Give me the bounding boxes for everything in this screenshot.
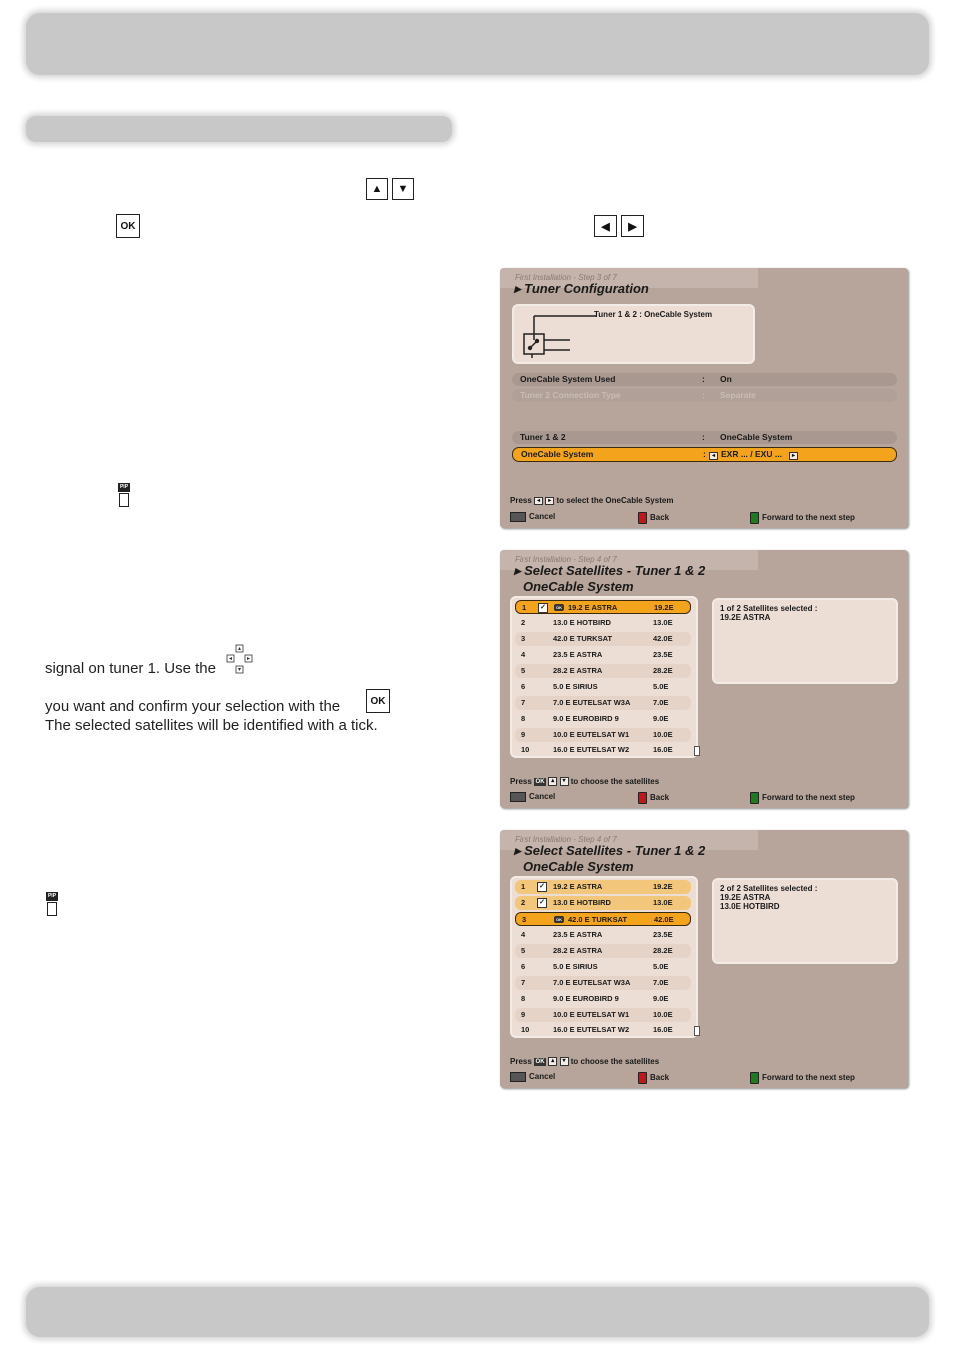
down-arrow-icon: ▾ <box>560 1057 569 1066</box>
satellite-row[interactable]: 3 OK 42.0 E TURKSAT 42.0E <box>515 912 691 926</box>
checkbox-ticked-icon: ✓ <box>538 603 548 613</box>
section-heading-bar <box>26 116 452 142</box>
right-key-icon: ▶ <box>621 215 644 237</box>
screen-title: ▸ Tuner Configuration <box>514 281 649 296</box>
step-label: First Installation - Step 3 of 7 <box>515 273 617 282</box>
footer-bar <box>26 1287 929 1337</box>
pip-key-icon: PIP <box>46 892 58 916</box>
down-key-icon: ▼ <box>392 178 414 200</box>
cancel-hint: Cancel <box>510 1072 555 1082</box>
satellite-row[interactable]: 9 10.0 E EUTELSAT W1 10.0E <box>515 1008 691 1022</box>
pip-key-icon: PIP <box>118 483 130 507</box>
help-text: Press ◂ ▸ to select the OneCable System <box>510 496 674 505</box>
exit-key-icon <box>510 1072 526 1082</box>
satellite-row[interactable]: 1 ✓ 19.2 E ASTRA 19.2E <box>515 880 691 894</box>
satellite-list <box>510 876 698 1038</box>
satellite-row[interactable]: 6 5.0 E SIRIUS 5.0E <box>521 962 669 971</box>
screen-subtitle: OneCable System <box>523 579 634 594</box>
help-text: Press OK ▴ ▾ to choose the satellites <box>510 1057 660 1066</box>
satellite-row[interactable]: 7 7.0 E EUTELSAT W3A 7.0E <box>515 696 691 710</box>
select-satellites-screen-1 <box>500 550 908 808</box>
satellite-row[interactable]: 5 28.2 E ASTRA 28.2E <box>515 664 691 678</box>
selection-info-box: 2 of 2 Satellites selected : 19.2E ASTRA 13.0E HOTBIRD <box>712 878 898 964</box>
satellite-row[interactable]: 4 23.5 E ASTRA 23.5E <box>521 650 673 659</box>
down-arrow-icon: ▾ <box>560 777 569 786</box>
back-hint: Back <box>638 792 669 804</box>
green-key-icon <box>750 512 759 524</box>
satellite-list <box>510 596 698 758</box>
up-arrow-icon: ▴ <box>548 777 557 786</box>
back-hint: Back <box>638 512 669 524</box>
satellite-row[interactable]: 4 23.5 E ASTRA 23.5E <box>521 930 673 939</box>
satellite-row[interactable]: 2 ✓ 13.0 E HOTBIRD 13.0E <box>515 896 691 910</box>
satellite-row[interactable]: 3 42.0 E TURKSAT 42.0E <box>515 632 691 646</box>
setting-row-onecable-used[interactable]: OneCable System Used : On <box>512 373 897 386</box>
forward-hint: Forward to the next step <box>750 1072 855 1084</box>
satellite-row[interactable]: 8 9.0 E EUROBIRD 9 9.0E <box>521 714 669 723</box>
exit-key-icon <box>510 792 526 802</box>
selection-info-box: 1 of 2 Satellites selected : 19.2E ASTRA <box>712 598 898 684</box>
checkbox-ticked-icon: ✓ <box>537 898 547 908</box>
satellite-row[interactable]: 10 16.0 E EUTELSAT W2 16.0E <box>521 745 673 754</box>
up-arrow-icon: ▴ <box>548 1057 557 1066</box>
red-key-icon <box>638 1072 647 1084</box>
scrollbar[interactable] <box>694 1026 700 1036</box>
tuner-diagram <box>512 304 755 364</box>
back-hint: Back <box>638 1072 669 1084</box>
step-label: First Installation - Step 4 of 7 <box>515 835 617 844</box>
left-key-icon: ◀ <box>594 215 617 237</box>
help-text: Press OK ▴ ▾ to choose the satellites <box>510 777 660 786</box>
cancel-hint: Cancel <box>510 792 555 802</box>
setting-row-onecable-system[interactable]: OneCable System : ◂ EXR ... / EXU ... ▸ <box>512 447 897 462</box>
setting-row-tuner-1-2[interactable]: Tuner 1 & 2 : OneCable System <box>512 431 897 444</box>
ok-key-icon: OK <box>116 214 140 238</box>
text-line-2: you want and confirm your selection with the <box>45 698 341 715</box>
green-key-icon <box>750 792 759 804</box>
ok-marker-icon: OK <box>556 917 562 922</box>
left-arrow-icon: ◂ <box>534 497 543 505</box>
red-key-icon <box>638 512 647 524</box>
exit-key-icon <box>510 512 526 522</box>
satellite-row[interactable]: 10 16.0 E EUTELSAT W2 16.0E <box>521 1025 673 1034</box>
cancel-hint: Cancel <box>510 512 555 522</box>
screen-subtitle: OneCable System <box>523 859 634 874</box>
satellite-row[interactable]: 6 5.0 E SIRIUS 5.0E <box>521 682 669 691</box>
scrollbar[interactable] <box>694 746 700 756</box>
up-key-icon: ▲ <box>366 178 388 200</box>
satellite-row[interactable]: 1 ✓ OK 19.2 E ASTRA 19.2E <box>515 600 691 614</box>
select-satellites-screen-2 <box>500 830 908 1088</box>
nav-cross-icon <box>226 644 254 674</box>
tuner-configuration-screen <box>500 268 908 528</box>
text-line-3: The selected satellites will be identified with a tick. <box>45 717 378 734</box>
right-arrow-icon: ▸ <box>789 452 798 460</box>
diagram-label: Tuner 1 & 2 : OneCable System <box>594 310 713 319</box>
forward-hint: Forward to the next step <box>750 792 855 804</box>
satellite-row[interactable]: 9 10.0 E EUTELSAT W1 10.0E <box>515 728 691 742</box>
satellite-row[interactable]: 5 28.2 E ASTRA 28.2E <box>515 944 691 958</box>
green-key-icon <box>750 1072 759 1084</box>
text-line-1: signal on tuner 1. Use the <box>45 660 216 677</box>
satellite-row[interactable]: 2 13.0 E HOTBIRD 13.0E <box>521 618 673 627</box>
left-arrow-icon: ◂ <box>709 452 718 460</box>
step-label: First Installation - Step 4 of 7 <box>515 555 617 564</box>
checkbox-ticked-icon: ✓ <box>537 882 547 892</box>
ok-marker-icon: OK <box>556 605 562 610</box>
satellite-row[interactable]: 8 9.0 E EUROBIRD 9 9.0E <box>521 994 669 1003</box>
right-arrow-icon: ▸ <box>545 497 554 505</box>
satellite-row[interactable]: 7 7.0 E EUTELSAT W3A 7.0E <box>515 976 691 990</box>
red-key-icon <box>638 792 647 804</box>
ok-key-icon: OK <box>535 778 545 785</box>
setting-row-tuner2-connection: Tuner 2 Connection Type : Separate <box>512 389 897 402</box>
header-bar <box>26 13 929 75</box>
ok-key-icon: OK <box>366 689 390 713</box>
screen-title: ▸ Select Satellites - Tuner 1 & 2 <box>514 563 706 578</box>
ok-key-icon: OK <box>535 1058 545 1065</box>
forward-hint: Forward to the next step <box>750 512 855 524</box>
screen-title: ▸ Select Satellites - Tuner 1 & 2 <box>514 843 706 858</box>
